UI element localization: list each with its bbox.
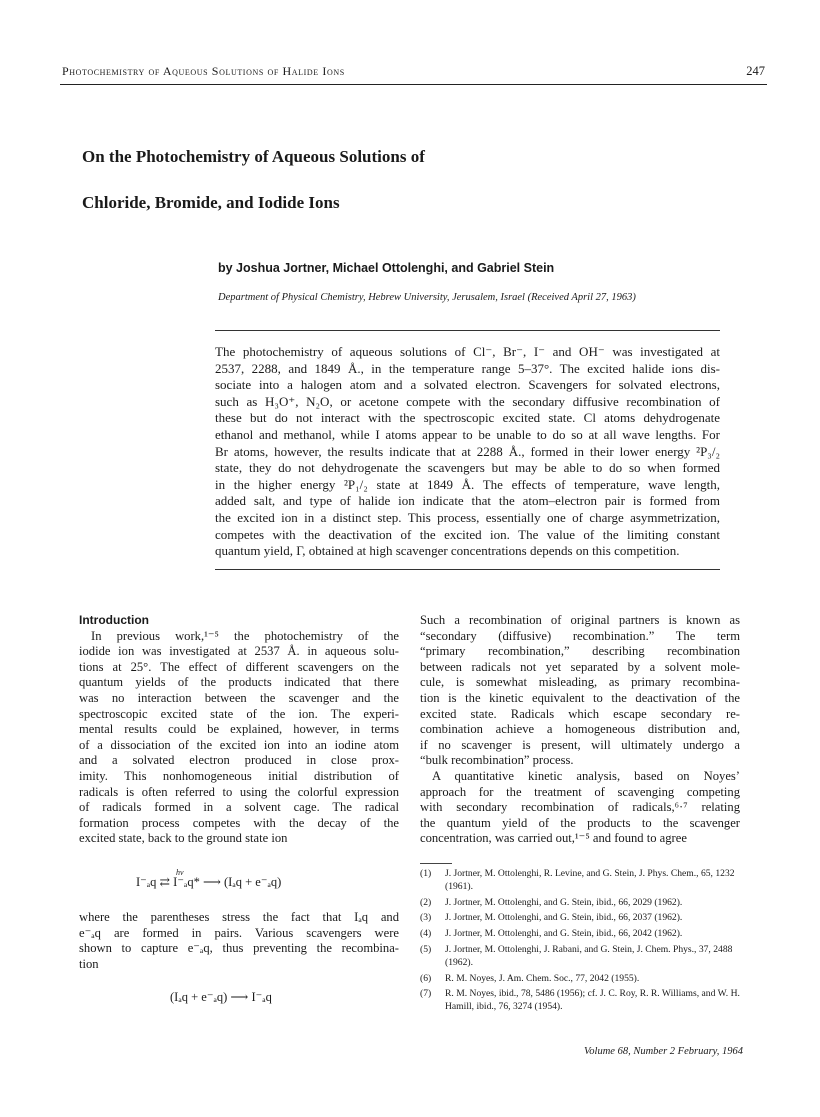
body-text-line: and a solvated electron produced in close prox- [79,753,399,768]
body-text-line: the quantum yield of the products to the scavenger [420,815,740,830]
journal-footer: Volume 68, Number 2 February, 1964 [584,1046,743,1057]
body-text-line: excited state. Radicals which escape secondary re- [420,706,740,721]
article-title [82,147,722,239]
body-text-line: cule, is somewhat misleading, as primary recombina- [420,675,740,690]
footnote-text: J. Jortner, M. Ottolenghi, and G. Stein, ibid., 66, 2037 (1962). [445,912,683,924]
equation-hv-label: hν [176,868,184,877]
abstract-line: quantum yield, Γ, obtained at high scavenger concentrations depends on this competition. [215,543,680,559]
recombination-paragraph [420,613,740,769]
body-text-line: excited state, back to the ground state ion [79,831,288,846]
body-text-line: concentration, was carried out,¹⁻⁵ and found to agree [420,831,687,846]
page-number: 247 [746,64,765,78]
abstract-line: these but do not interact with the spectroscopic excited state. Cl atoms dehydrogenate [215,410,720,426]
body-text-line: was no interaction between the scavenger and the [79,690,399,705]
footnote-text: J. Jortner, M. Ottolenghi, and G. Stein, ibid., 66, 2029 (1962). [445,896,683,908]
body-text-line: if no scavenger is present, will ultimately undergo a [420,737,740,752]
footnote-number: (3) [420,912,432,924]
footnote-text: R. M. Noyes, ibid., 78, 5486 (1956); cf. J. C. Roy, R. R. Williams, and W. H. Hamill, ibid., 76, 3274 (1954). [445,988,740,1013]
body-text-line: between radicals not yet separated by a solvent mole- [420,659,740,674]
body-text-line: formation process competes with the decay of the [79,815,399,830]
footnote-number: (5) [420,943,432,955]
equation-1: I⁻ₐq ⇄ I⁻ₐq* ⟶ (Iₐq + e⁻ₐq) [136,875,282,889]
body-text-line: radicals is often referred to using the colorful expression [79,784,399,799]
abstract [215,344,720,560]
footnote-number: (2) [420,896,432,908]
post-equation-paragraph [79,910,399,972]
body-text-line: “bulk recombination” process. [420,753,574,768]
footnote-item [420,944,740,970]
abstract-line: 2537, 2288, and 1849 Å., in the temperature range 5–37°. The excited halide ions dis- [215,360,720,376]
abstract-line: such as H₃O⁺, N₂O, or acetone compete with the secondary diffusive recombination of [215,393,720,409]
footnote-text: R. M. Noyes, J. Am. Chem. Soc., 77, 2042 (1955). [445,972,640,984]
body-text-line: mental results could be explained, however, in terms [79,722,399,737]
footnote-item [420,912,740,925]
footnote-item [420,868,740,894]
body-text-line: tion [79,956,99,971]
body-text-line: tion is the kinetic equivalent to the deactivation of the [420,690,740,705]
abstract-line: state, they do not dehydrogenate the scavengers but may be able to do so when formed [215,460,720,476]
equation-2: (Iₐq + e⁻ₐq) ⟶ I⁻ₐq [170,990,272,1004]
body-text-line: “secondary (diffusive) recombination.” The term [420,628,740,643]
body-text-line: quantum yields of the products indicated that there [79,675,399,690]
body-text-line: tions at 25°. The effect of different scavengers on the [79,659,399,674]
body-text-line: Such a recombination of original partners is known as [420,613,740,627]
footnote-item [420,988,740,1014]
body-text-line: where the parentheses stress the fact that Iₐq and [79,910,399,924]
abstract-line: competes with the deactivation of the excited ion. The value of the limiting constant [215,526,720,542]
abstract-line: in the higher energy ²P₁/₂ state at 1849 Å. The effects of temperature, wave length, [215,476,720,492]
footnote-item [420,973,740,986]
footnote-text: J. Jortner, M. Ottolenghi, R. Levine, and G. Stein, J. Phys. Chem., 65, 1232 (1961). [445,868,735,892]
footnote-rule [420,863,452,864]
title-line-1: On the Photochemistry of Aqueous Solutions of [82,147,425,166]
abstract-top-rule [215,330,720,331]
abstract-line: Br atoms, however, the results indicate that at 2288 Å., formed in their lower energy ²P₃/₂ [215,443,720,459]
body-text-line: combination achieve a homogeneous distribution and, [420,722,740,737]
title-line-2: Chloride, Bromide, and Iodide Ions [82,193,340,212]
body-text-line: with secondary recombination of radicals,⁶·⁷ relating [420,800,740,815]
body-text-line: approach for the treatment of scavenging competing [420,784,740,799]
kinetic-analysis-paragraph [420,769,740,847]
footnotes [420,868,740,1017]
footnote-text: J. Jortner, M. Ottolenghi, J. Rabani, and G. Stein, J. Chem. Phys., 37, 2488 (1962). [445,943,733,968]
body-text-line: In previous work,¹⁻⁵ the photochemistry of the [91,628,399,643]
abstract-line: the excited ion in a distinct step. This process, essentially one of charge asymmetrization, [215,509,720,525]
introduction-paragraph [79,629,399,847]
body-text-line: imity. This nonhomogeneous initial distribution of [79,768,399,783]
abstract-line: ethanol and methanol, while I atoms appear to be unable to do so at all wave lengths. For [215,426,720,442]
body-text-line: spectroscopic excited state of the ion. The experi- [79,706,399,721]
running-header [60,62,767,85]
abstract-line: added salt, and type of halide ion indicate that the atom–electron pair is formed from [215,493,720,509]
footnote-item [420,897,740,910]
abstract-line: sociate into a halogen atom and a solvated electron. Scavengers for solvated electrons, [215,377,720,393]
abstract-bottom-rule [215,569,720,570]
section-heading-introduction: Introduction [79,613,149,627]
footnote-number: (6) [420,972,432,984]
author-list: by Joshua Jortner, Michael Ottolenghi, and Gabriel Stein [218,261,555,275]
body-text-line: of radicals formed in a solvent cage. The radical [79,800,399,815]
right-column [420,613,740,847]
body-text-line: iodide ion was investigated at 2537 Å. in aqueous solu- [79,644,399,659]
running-title: Photochemistry of Aqueous Solutions of Halide Ions [62,64,345,78]
footnote-number: (7) [420,988,432,1000]
body-text-line: e⁻ₐq are formed in pairs. Various scavengers were [79,925,399,940]
footnote-number: (1) [420,868,432,879]
body-text-line: “primary recombination,” describing recombination [420,644,740,659]
body-text-line: shown to capture e⁻ₐq, thus preventing the recombina- [79,941,399,956]
abstract-line: The photochemistry of aqueous solutions of Cl⁻, Br⁻, I⁻ and OH⁻ was investigated at [215,344,720,359]
footnote-number: (4) [420,928,432,940]
footnote-item [420,928,740,941]
left-column [79,613,399,847]
affiliation: Department of Physical Chemistry, Hebrew University, Jerusalem, Israel (Received April 27, 1963) [218,292,636,303]
footnote-text: J. Jortner, M. Ottolenghi, and G. Stein, ibid., 66, 2042 (1962). [445,928,683,940]
body-text-line: A quantitative kinetic analysis, based on Noyes’ [432,768,740,783]
body-text-line: of a dissociation of the excited ion into an iodine atom [79,737,399,752]
